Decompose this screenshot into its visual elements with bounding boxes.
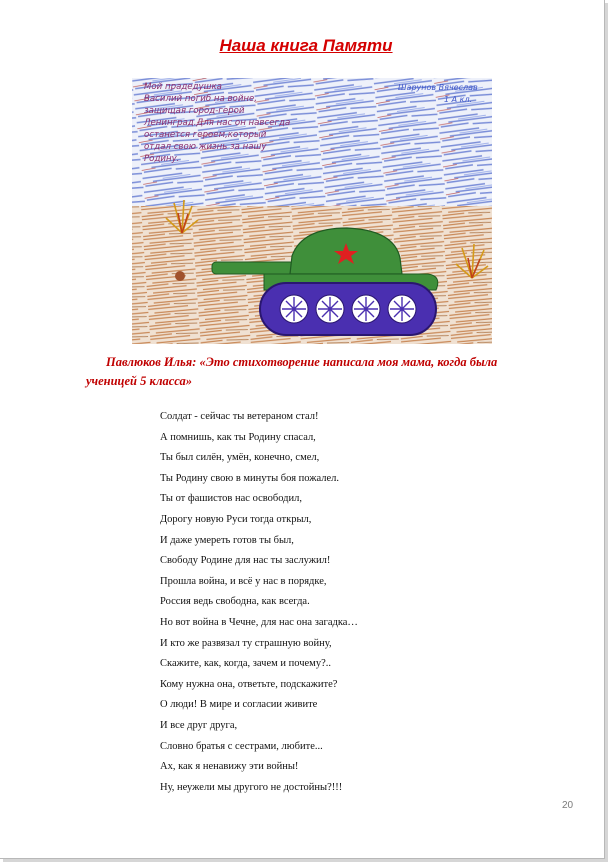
poem-line: Скажите, как, когда, зачем и почему?.. <box>160 658 331 670</box>
poem-line: Россия ведь свободна, как всегда. <box>160 596 310 608</box>
poem-line: Ты от фашистов нас освободил, <box>160 493 302 505</box>
poem <box>160 407 358 798</box>
tank-barrel <box>212 262 294 274</box>
note-line: Василий погиб на войне, <box>144 94 258 104</box>
poem-line: А помнишь, как ты Родину спасал, <box>160 431 316 443</box>
child-drawing-tank <box>132 78 492 344</box>
poem-line: Солдат - сейчас ты ветераном стал! <box>160 411 319 422</box>
poem-line: Ах, как я ненавижу эти войны! <box>160 761 299 773</box>
page-title: Наша книга Памяти <box>219 36 393 55</box>
page-number: 20 <box>562 800 574 811</box>
tank-shell <box>175 271 185 281</box>
note-line: останется героем,который <box>144 130 267 140</box>
poem-line: Прошла война, и всё у нас в порядке, <box>160 575 327 587</box>
drawing-caption: Павлюков Илья: «Это стихотворение написала моя мама, когда была ученицей 5 класса» <box>86 355 498 388</box>
note-line: Родину. <box>144 154 180 164</box>
signature-class: 1 А кл. <box>444 95 473 104</box>
poem-line: И кто же развязал ту страшную войну, <box>160 637 332 649</box>
note-line: защищая город-герой <box>144 106 245 116</box>
poem-line: Ты Родину свою в минуты боя пожалел. <box>160 472 340 484</box>
note-line: Ленинград.Для нас он навсегда <box>144 118 291 128</box>
poem-line: О люди! В мире и согласии живите <box>160 699 318 711</box>
poem-line: Но вот война в Чечне, для нас она загадка… <box>160 616 358 628</box>
poem-line: Кому нужна она, ответьте, подскажите? <box>160 678 338 690</box>
poem-line: И все друг друга, <box>160 719 238 731</box>
note-line: Мой прадедушка <box>144 82 222 92</box>
signature-name: Шарунов Вячеслав <box>398 83 478 92</box>
poem-line: Словно братья с сестрами, любите... <box>160 740 323 752</box>
poem-line: Ну, неужели мы другого не достойны?!!! <box>160 781 343 793</box>
poem-line: И даже умереть готов ты был, <box>160 534 294 546</box>
poem-line: Ты был силён, умён, конечно, смел, <box>160 452 320 464</box>
poem-line: Свободу Родине для нас ты заслужил! <box>160 555 331 567</box>
note-line: отдал свою жизнь за нашу <box>144 142 267 152</box>
poem-line: Дорогу новую Руси тогда открыл, <box>160 513 312 525</box>
